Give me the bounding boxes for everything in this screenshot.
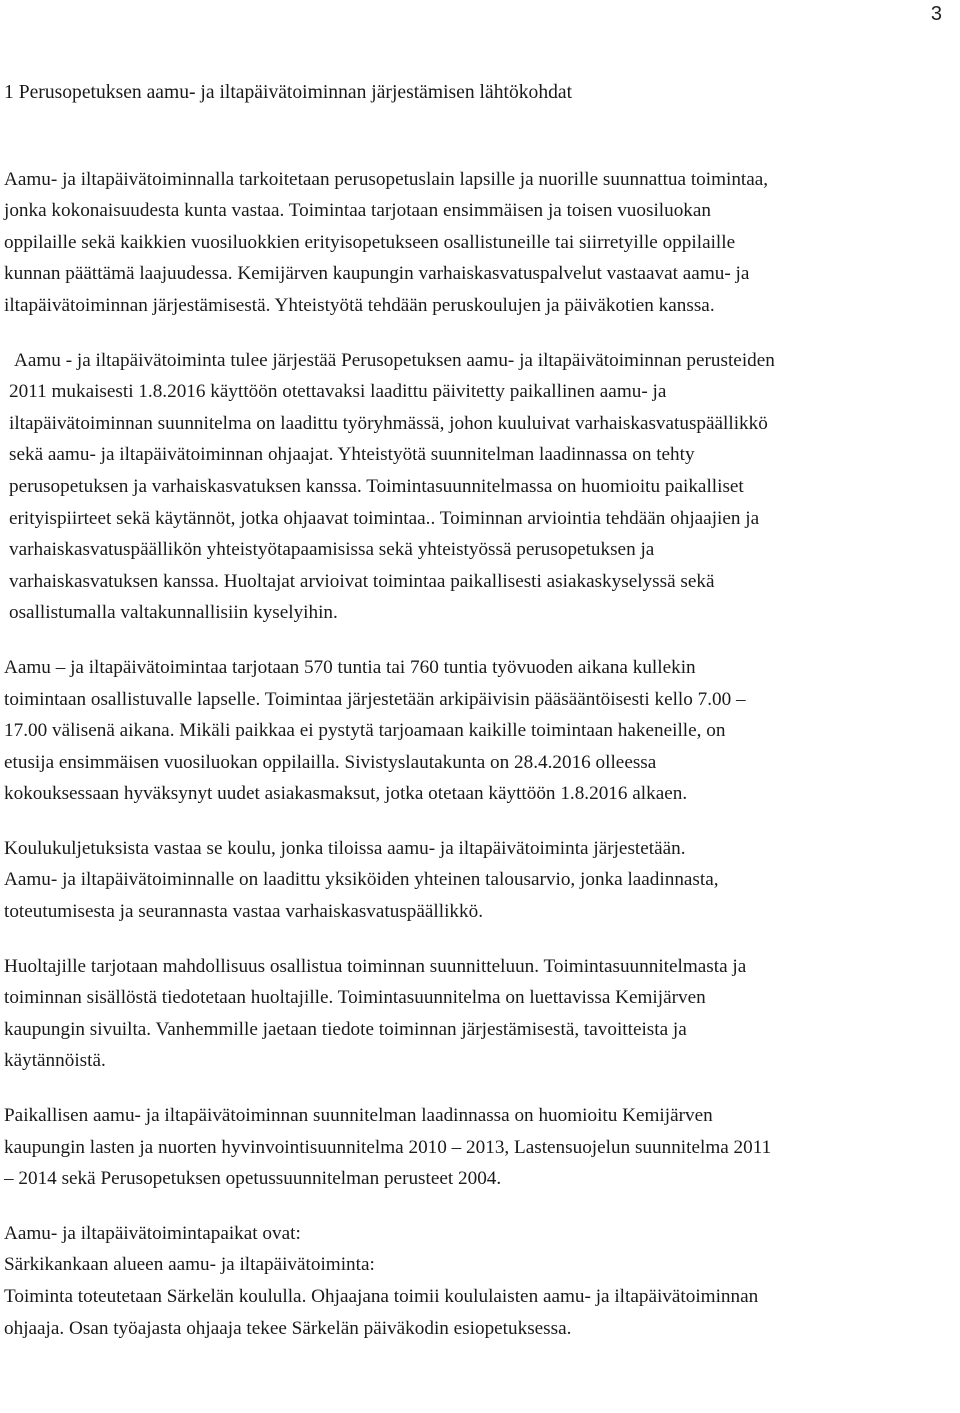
text-line: varhaiskasvatuspäällikön yhteistyötapaamisissa sekä yhteistyössä perusopetuksen ja	[9, 539, 655, 561]
paragraph-guardians	[4, 951, 956, 1077]
paragraph-transport-budget	[4, 833, 956, 928]
text-line: kaupungin lasten ja nuorten hyvinvointisuunnitelma 2010 – 2013, Lastensuojelun suunnitelma 2011	[4, 1136, 772, 1158]
section-heading: 1 Perusopetuksen aamu- ja iltapäivätoiminnan järjestämisen lähtökohdat	[4, 82, 573, 103]
paragraph-plan	[4, 345, 956, 629]
page-number: 3	[930, 3, 942, 25]
paragraph-intro	[4, 164, 956, 322]
text-line: 2011 mukaisesti 1.8.2016 käyttöön otettavaksi laadittu päivitetty paikallinen aamu- ja	[9, 381, 667, 403]
paragraph-references	[4, 1100, 956, 1195]
text-line: toimintaan osallistuvalle lapselle. Toimintaa järjestetään arkipäivisin pääsääntöisesti kello 7.00 –	[4, 688, 746, 710]
text-line: kunnan päättämä laajuudessa. Kemijärven kaupungin varhaiskasvatuspalvelut vastaavat aamu- ja	[4, 263, 750, 285]
text-line: osallistumalla valtakunnallisiin kyselyihin.	[9, 602, 338, 624]
text-line: Särkikankaan alueen aamu- ja iltapäivätoiminta:	[4, 1254, 375, 1276]
text-line: kokouksessaan hyväksynyt uudet asiakasmaksut, jotka otetaan käyttöön 1.8.2016 alkaen.	[4, 783, 688, 805]
text-line: etusija ensimmäisen vuosiluokan oppilailla. Sivistyslautakunta on 28.4.2016 olleessa	[4, 751, 657, 773]
text-line: käytännöistä.	[4, 1050, 106, 1072]
text-line: Koulukuljetuksista vastaa se koulu, jonka tiloissa aamu- ja iltapäivätoiminta järjestetään.	[4, 837, 686, 859]
text-line: kaupungin sivuilta. Vanhemmille jaetaan tiedote toiminnan järjestämisestä, tavoitteista ja	[4, 1018, 687, 1040]
text-line: ohjaaja. Osan työajasta ohjaaja tekee Särkelän päiväkodin esiopetuksessa.	[4, 1317, 572, 1339]
text-line: Huoltajille tarjotaan mahdollisuus osallistua toiminnan suunnitteluun. Toimintasuunnitelmasta ja	[4, 955, 747, 977]
text-line: Aamu – ja iltapäivätoimintaa tarjotaan 570 tuntia tai 760 tuntia työvuoden aikana kullekin	[4, 656, 696, 678]
paragraph-hours	[4, 652, 956, 810]
text-line: oppilaille sekä kaikkien vuosiluokkien erityisopetukseen osallistuneille tai siirretyille oppilaille	[4, 231, 736, 253]
text-line: perusopetuksen ja varhaiskasvatuksen kanssa. Toimintasuunnitelmassa on huomioitu paikalliset	[9, 475, 744, 497]
document-body	[4, 77, 956, 1344]
paragraph-locations	[4, 1218, 956, 1344]
text-line: – 2014 sekä Perusopetuksen opetussuunnitelman perusteet 2004.	[4, 1168, 502, 1190]
text-line: toteutumisesta ja seurannasta vastaa varhaiskasvatuspäällikkö.	[4, 901, 484, 923]
text-line: toiminnan sisällöstä tiedotetaan huoltajille. Toimintasuunnitelma on luettavissa Kemijärven	[4, 987, 706, 1009]
text-line: iltapäivätoiminnan suunnitelma on laadittu työryhmässä, johon kuuluivat varhaiskasvatuspäällikkö	[9, 412, 768, 434]
text-line: Aamu- ja iltapäivätoiminnalla tarkoitetaan perusopetuslain lapsille ja nuorille suunnattua toimintaa,	[4, 168, 769, 190]
text-line: iltapäivätoiminnan järjestämisestä. Yhteistyötä tehdään peruskoulujen ja päiväkotien kanssa.	[4, 294, 715, 316]
text-line: Toiminta toteutetaan Särkelän koululla. Ohjaajana toimii koululaisten aamu- ja iltapäivätoiminnan	[4, 1286, 759, 1307]
text-line: Aamu- ja iltapäivätoiminnalle on laadittu yksiköiden yhteinen talousarvio, jonka laadinnasta,	[4, 869, 719, 891]
text-line: Paikallisen aamu- ja iltapäivätoiminnan suunnitelman laadinnassa on huomioitu Kemijärven	[4, 1105, 713, 1127]
text-line: Aamu- ja iltapäivätoimintapaikat ovat:	[4, 1222, 301, 1244]
text-line: sekä aamu- ja iltapäivätoiminnan ohjaajat. Yhteistyötä suunnitelman laadinnassa on tehty	[9, 444, 695, 466]
text-line: varhaiskasvatuksen kanssa. Huoltajat arvioivat toimintaa paikallisesti asiakaskyselyssä sekä	[9, 570, 715, 592]
text-line: 17.00 välisenä aikana. Mikäli paikkaa ei pystytä tarjoamaan kaikille toimintaan hakeneille, on	[4, 720, 726, 742]
text-line: jonka kokonaisuudesta kunta vastaa. Toimintaa tarjotaan ensimmäisen ja toisen vuosiluokan	[4, 200, 712, 222]
text-line: erityispiirteet sekä käytännöt, jotka ohjaavat toimintaa.. Toiminnan arviointia tehdään ohjaajien ja	[9, 507, 760, 529]
text-line: Aamu - ja iltapäivätoiminta tulee järjestää Perusopetuksen aamu- ja iltapäivätoiminnan perusteiden	[14, 349, 775, 371]
